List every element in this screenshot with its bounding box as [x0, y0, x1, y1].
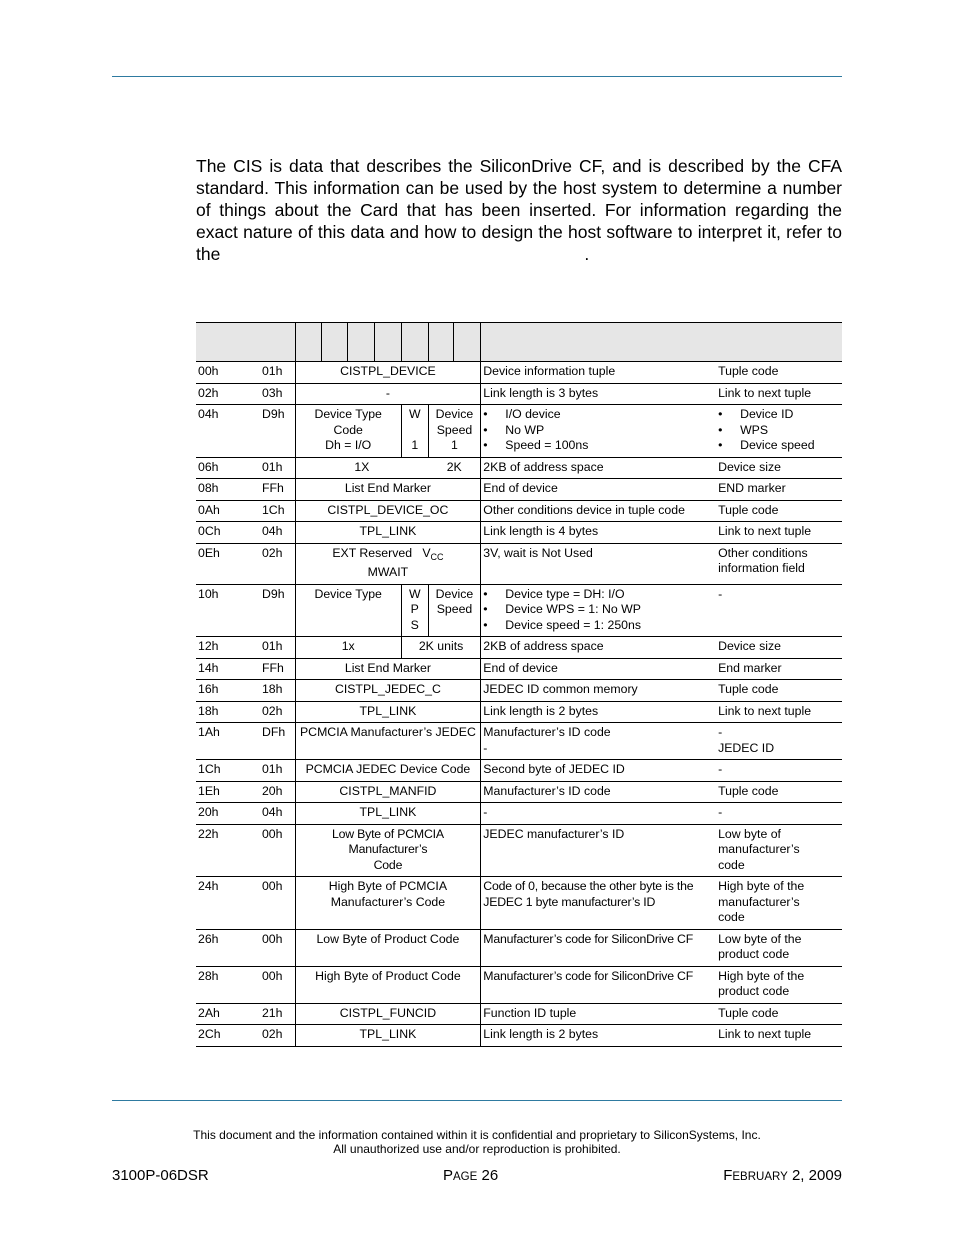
func-line: Other conditions [718, 545, 808, 560]
desc-cell: 3V, wait is Not Used [481, 543, 716, 584]
desc-cell: - [481, 803, 716, 825]
func-cell: End marker [716, 658, 842, 680]
desc-bullet: • Device speed = 1: 250ns [483, 618, 714, 634]
desc-bullet: • Speed = 100ns [483, 438, 714, 454]
desc-cell: Link length is 2 bytes [481, 701, 716, 723]
func-line: product code [718, 984, 790, 998]
d-cell: TPL_LINK [295, 1025, 481, 1047]
addr-cell: 2Ch [196, 1025, 260, 1047]
d-cell: Low Byte of Product Code [295, 929, 481, 966]
func-cell: Link to next tuple [716, 1025, 842, 1047]
table-row [196, 543, 842, 584]
d-cell: 2K units [401, 637, 480, 659]
data-cell: D9h [260, 405, 295, 458]
desc-bullet: • Device WPS = 1: No WP [483, 602, 714, 618]
addr-cell: 1Eh [196, 781, 260, 803]
page-num: 26 [481, 1167, 499, 1184]
addr-cell: 26h [196, 929, 260, 966]
header-cell [716, 323, 842, 362]
func-line: information field [718, 561, 805, 575]
d-line: MWAIT [367, 565, 409, 579]
d-cell: CISTPL_DEVICE_OC [295, 500, 481, 522]
table-row [196, 383, 842, 405]
data-cell: 01h [260, 637, 295, 659]
device-type-cell [295, 405, 401, 458]
s-line: 1 [451, 438, 458, 452]
table-row [196, 929, 842, 966]
func-line: Low byte of [718, 826, 781, 841]
func-line: manufacturer’s [718, 894, 800, 909]
func-cell: Tuple code [716, 781, 842, 803]
addr-cell: 22h [196, 824, 260, 877]
d-cell: TPL_LINK [295, 803, 481, 825]
table-row [196, 803, 842, 825]
d-line: Low Byte of PCMCIA Manufacturer’s [331, 826, 444, 856]
table-row [196, 457, 842, 479]
addr-cell: 18h [196, 701, 260, 723]
d-cell: 2K [428, 457, 481, 479]
data-cell: 04h [260, 522, 295, 544]
addr-cell: 06h [196, 457, 260, 479]
header-cell [454, 323, 481, 362]
header-cell [348, 323, 375, 362]
addr-cell: 1Ah [196, 723, 260, 760]
desc-cell: JEDEC ID common memory [481, 680, 716, 702]
data-cell: 02h [260, 1025, 295, 1047]
data-cell: 01h [260, 362, 295, 384]
addr-cell: 16h [196, 680, 260, 702]
table-row [196, 824, 842, 877]
addr-cell: 0Ch [196, 522, 260, 544]
d-cell: CISTPL_FUNCID [295, 1003, 481, 1025]
func-cell: Tuple code [716, 1003, 842, 1025]
desc-cell: Link length is 2 bytes [481, 1025, 716, 1047]
intro-paragraph [196, 155, 842, 265]
data-cell: 01h [260, 457, 295, 479]
table-row [196, 1025, 842, 1047]
func-cell: Link to next tuple [716, 701, 842, 723]
data-cell: DFh [260, 723, 295, 760]
page-number [443, 1167, 498, 1184]
d-line: EXT Reserved [332, 545, 413, 560]
desc-cell: 2KB of address space [481, 637, 716, 659]
d-line: Dh = I/O [325, 438, 372, 452]
desc-cell [481, 584, 716, 637]
confidentiality-notice: This document and the information contained within it is confidential and proprietary to SiliconSystems, Inc. [193, 1128, 761, 1142]
header-cell [260, 323, 295, 362]
table-row [196, 658, 842, 680]
func-cell: Device size [716, 457, 842, 479]
d-cell: CISTPL_JEDEC_C [295, 680, 481, 702]
func-cell: - [716, 803, 842, 825]
data-cell: 00h [260, 966, 295, 1003]
d-cell: High Byte of Product Code [295, 966, 481, 1003]
w-line: S [410, 617, 419, 632]
desc-cell: JEDEC manufacturer’s ID [481, 824, 716, 877]
desc-bullet: • I/O device [483, 407, 714, 423]
table-row [196, 479, 842, 501]
data-cell: 00h [260, 877, 295, 930]
wps-cell [401, 584, 428, 637]
d-cell: PCMCIA JEDEC Device Code [295, 760, 481, 782]
d-cell [295, 543, 481, 584]
w-line: 1 [411, 438, 419, 452]
table-row [196, 760, 842, 782]
desc-cell: Link length is 3 bytes [481, 383, 716, 405]
data-cell: 02h [260, 701, 295, 723]
d-cell: TPL_LINK [295, 701, 481, 723]
d-cell: PCMCIA Manufacturer’s JEDEC [295, 723, 481, 760]
table-row [196, 723, 842, 760]
document-id: 3100P-06DSR [112, 1167, 209, 1184]
data-cell: 20h [260, 781, 295, 803]
s-line: Device [435, 586, 474, 601]
desc-cell: Other conditions device in tuple code [481, 500, 716, 522]
intro-end: . [584, 244, 590, 264]
func-cell [716, 824, 842, 877]
d-cell: CISTPL_DEVICE [295, 362, 481, 384]
data-cell: 04h [260, 803, 295, 825]
desc-bullet: • Device type = DH: I/O [483, 587, 714, 603]
func-cell [716, 543, 842, 584]
func-bullet: • Device ID [718, 407, 840, 423]
s-line: Device [435, 407, 474, 421]
wps-cell [401, 405, 428, 458]
func-cell [716, 929, 842, 966]
s-line: Speed [436, 422, 473, 437]
w-line: W [408, 586, 421, 601]
func-line: High byte of the [718, 968, 805, 983]
header-cell [196, 323, 260, 362]
table-row [196, 701, 842, 723]
desc-line: - [483, 740, 488, 755]
s-line: Speed [436, 602, 473, 616]
w-line: P [410, 602, 419, 616]
table-row [196, 522, 842, 544]
d-cell: 1x [295, 637, 401, 659]
header-cell [481, 323, 716, 362]
func-cell: Tuple code [716, 500, 842, 522]
data-cell: 21h [260, 1003, 295, 1025]
func-line: JEDEC ID [718, 740, 775, 755]
table-row [196, 584, 842, 637]
d-cell: 1X [295, 457, 428, 479]
func-cell [716, 405, 842, 458]
d-cell: List End Marker [295, 479, 481, 501]
device-type-cell: Device Type [295, 584, 401, 637]
func-cell: - [716, 584, 842, 637]
addr-cell: 20h [196, 803, 260, 825]
header-cell [375, 323, 402, 362]
d-line: Manufacturer’s Code [330, 894, 446, 909]
speed-cell [428, 405, 481, 458]
d-line: High Byte of PCMCIA [328, 879, 448, 893]
header-cell [295, 323, 322, 362]
func-cell: Tuple code [716, 680, 842, 702]
data-cell: 00h [260, 824, 295, 877]
func-line: manufacturer’s [718, 842, 800, 856]
header-cell [401, 323, 428, 362]
func-bullet: • Device speed [718, 438, 840, 454]
table-row [196, 1003, 842, 1025]
desc-cell: Manufacturer’s code for SiliconDrive CF [481, 966, 716, 1003]
addr-cell: 0Eh [196, 543, 260, 584]
addr-cell: 0Ah [196, 500, 260, 522]
func-cell: Link to next tuple [716, 383, 842, 405]
func-cell: END marker [716, 479, 842, 501]
func-line: code [718, 857, 745, 872]
reproduction-notice: All unauthorized use and/or reproduction is prohibited. [333, 1142, 621, 1156]
func-cell [716, 723, 842, 760]
desc-cell: Function ID tuple [481, 1003, 716, 1025]
data-cell: 00h [260, 929, 295, 966]
header-rule [112, 76, 842, 77]
addr-cell: 00h [196, 362, 260, 384]
func-line: product code [718, 947, 790, 961]
data-cell: FFh [260, 479, 295, 501]
vcc-label: V [422, 545, 431, 560]
table-row [196, 500, 842, 522]
addr-cell: 04h [196, 405, 260, 458]
addr-cell: 24h [196, 877, 260, 930]
addr-cell: 08h [196, 479, 260, 501]
func-cell: Device size [716, 637, 842, 659]
table-row [196, 680, 842, 702]
func-cell: Tuple code [716, 362, 842, 384]
addr-cell: 28h [196, 966, 260, 1003]
func-bullet: • WPS [718, 423, 840, 439]
date-cap: F [723, 1167, 733, 1184]
addr-cell: 2Ah [196, 1003, 260, 1025]
table-row [196, 877, 842, 930]
addr-cell: 1Ch [196, 760, 260, 782]
speed-cell [428, 584, 481, 637]
w-line: W [408, 407, 421, 421]
desc-cell: Second byte of JEDEC ID [481, 760, 716, 782]
desc-cell [481, 405, 716, 458]
addr-cell: 02h [196, 383, 260, 405]
func-cell: Link to next tuple [716, 522, 842, 544]
func-line: - [718, 725, 723, 739]
table-row [196, 781, 842, 803]
func-cell [716, 877, 842, 930]
data-cell: 18h [260, 680, 295, 702]
desc-line: Code of 0, because the other byte is the [483, 879, 694, 893]
footer-rule [112, 1100, 842, 1101]
data-cell: 03h [260, 383, 295, 405]
addr-cell: 12h [196, 637, 260, 659]
func-cell: - [716, 760, 842, 782]
intro-text: The CIS is data that describes the SiliconDrive CF, and is described by the CFA standard. This information can be used by the host system to determine a number of things about the Card that has been inserted. For information regarding the exact nature of this data and how to design the host software to interpret it, refer to the [196, 156, 842, 264]
table-row [196, 966, 842, 1003]
page-smallcaps: AGE [453, 1171, 478, 1183]
desc-cell: End of device [481, 479, 716, 501]
table-row [196, 362, 842, 384]
cis-table [196, 322, 842, 1047]
desc-cell: Manufacturer’s ID code [481, 781, 716, 803]
func-cell [716, 966, 842, 1003]
desc-cell: End of device [481, 658, 716, 680]
d-cell: TPL_LINK [295, 522, 481, 544]
desc-cell [481, 877, 716, 930]
page-cap: P [443, 1167, 454, 1184]
desc-line: Manufacturer’s ID code [483, 725, 611, 739]
table-row [196, 405, 842, 458]
desc-cell: Device information tuple [481, 362, 716, 384]
desc-cell [481, 723, 716, 760]
addr-cell: 14h [196, 658, 260, 680]
data-cell: FFh [260, 658, 295, 680]
data-cell: D9h [260, 584, 295, 637]
data-cell: 1Ch [260, 500, 295, 522]
d-cell: CISTPL_MANFID [295, 781, 481, 803]
header-cell [428, 323, 454, 362]
desc-bullet: • No WP [483, 423, 714, 439]
d-line: Code [333, 422, 363, 437]
d-cell: - [295, 383, 481, 405]
table-header-row [196, 323, 842, 362]
vcc-subscript: CC [430, 551, 444, 562]
d-cell [295, 824, 481, 877]
table-row [196, 637, 842, 659]
d-line: Code [373, 857, 403, 872]
func-line: High byte of the [718, 879, 805, 893]
desc-cell: Manufacturer’s code for SiliconDrive CF [481, 929, 716, 966]
d-line: Device Type [314, 407, 382, 421]
data-cell: 02h [260, 543, 295, 584]
func-line: Low byte of the [718, 931, 802, 946]
date-rest: 2, 2009 [791, 1167, 842, 1184]
desc-cell: 2KB of address space [481, 457, 716, 479]
header-cell [322, 323, 348, 362]
addr-cell: 10h [196, 584, 260, 637]
data-cell: 01h [260, 760, 295, 782]
desc-cell: Link length is 4 bytes [481, 522, 716, 544]
d-cell [295, 877, 481, 930]
desc-line: JEDEC 1 byte manufacturer’s ID [483, 894, 656, 909]
date-smallcaps: EBRUARY [732, 1171, 788, 1183]
func-line: code [718, 910, 745, 924]
d-cell: List End Marker [295, 658, 481, 680]
document-date [723, 1167, 842, 1184]
